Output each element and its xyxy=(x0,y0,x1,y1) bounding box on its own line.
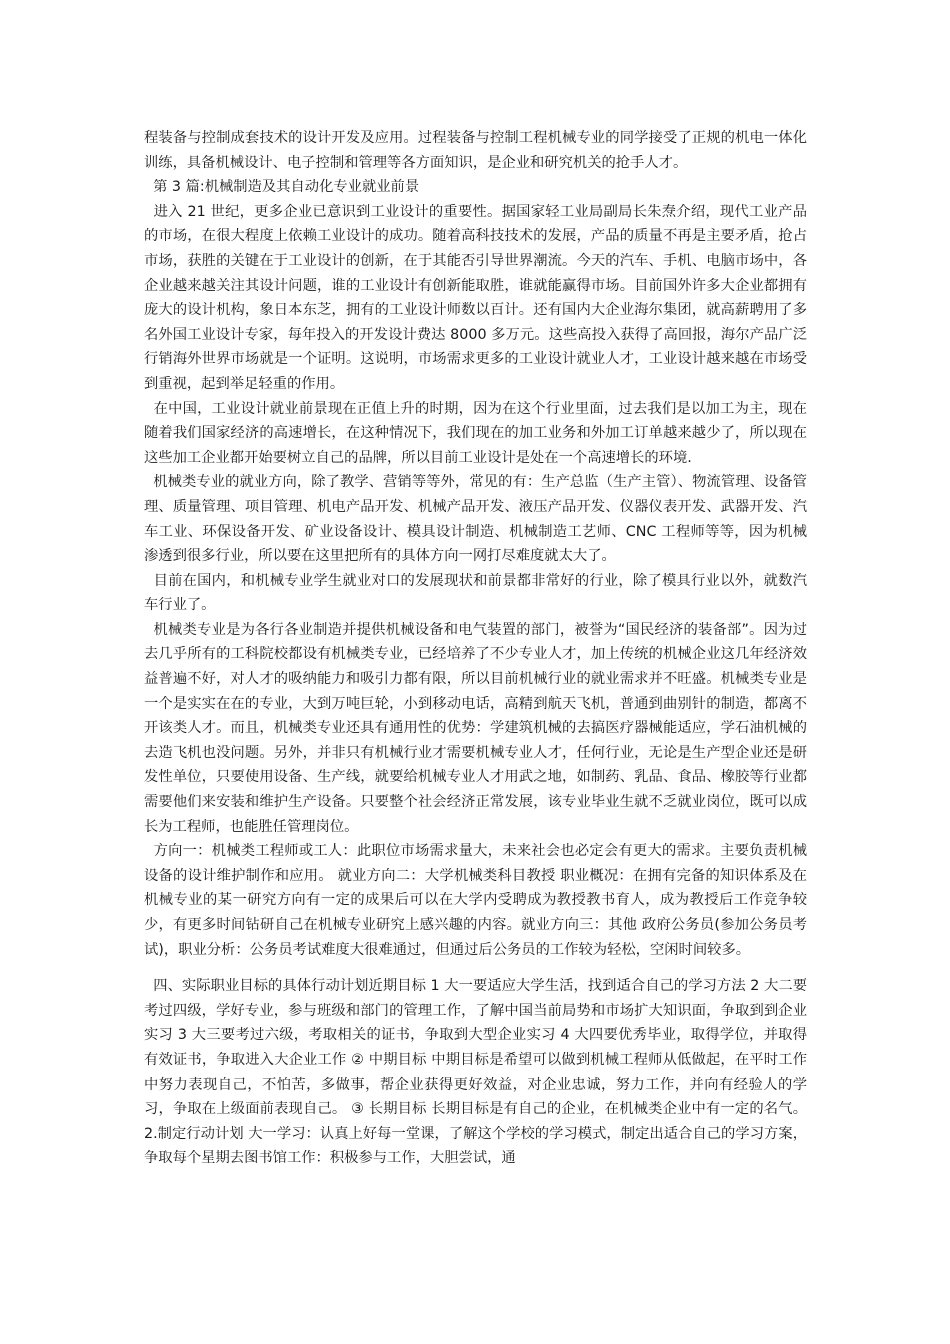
paragraph-action-plan: 四、实际职业目标的具体行动计划近期目标 1 大一要适应大学生活，找到适合自己的学习方法 2 大二要考过四级，学好专业，参与班级和部门的管理工作，了解中国当前局势和市场扩大知识面，争取到到企业实习 3 大三要考过六级，考取相关的证书，争取到大型企业实习 4 大四要优秀毕业，取得学位，并取得有效证书，争取进入大企业工作 ② 中期目标 中期目标是希望可以做到机械工程师从低做起，在平时工作中努力表现自己，不怕苦，多做事，帮企业获得更好效益，对企业忠诚，努力工作，并向有经验人的学习，争取在上级面前表现自己。 ③ 长期目标 长期目标是有自己的企业，在机械类企业中有一定的名气。2.制定行动计划 大一学习：认真上好每一堂课，了解这个学校的学习模式，制定出适合自己的学习方案，争取每个星期去图书馆工作：积极参与工作，大胆尝试，通 xyxy=(144,978,808,1167)
paragraph-industrial-design-china: 在中国，工业设计就业前景现在正值上升的时期，因为在这个行业里面，过去我们是以加工为主，现在随着我们国家经济的高速增长，在这种情况下，我们现在的加工业务和外加工订单越来越少了，所以现在这些加工企业都开始要树立自己的品牌，所以目前工业设计是处在一个高速增长的环境. xyxy=(144,400,808,466)
paragraph-employment-options: 方向一：机械类工程师或工人：此职位市场需求量大，未来社会也必定会有更大的需求。主要负责机械设备的设计维护制作和应用。 就业方向二：大学机械类科目教授 职业概况：在拥有完备的知识体系及在机械专业的某一研究方向有一定的成果后可以在大学内受聘成为教授教书育人，成为教授后工作竞争较少，有更多时间钻研自己在机械专业研究上感兴趣的内容。就业方向三：其他 政府公务员(参加公务员考试)，职业分析：公务员考试难度大很难通过，但通过后公务员的工作较为轻松，空闲时间较多。 xyxy=(144,843,808,958)
document-body xyxy=(144,126,807,1171)
paragraph-career-directions: 机械类专业的就业方向，除了教学、营销等等外，常见的有：生产总监（生产主管）、物流管理、设备管理、质量管理、项目管理、机电产品开发、机械产品开发、液压产品开发、仪器仪表开发、武器开发、汽车工业、环保设备开发、矿业设备设计、模具设计制造、机械制造工艺师、CNC 工程师等等，因为机械渗透到很多行业，所以要在这里把所有的具体方向一网打尽难度就太大了。 xyxy=(144,474,807,565)
paragraph-mechanical-major: 机械类专业是为各行各业制造并提供机械设备和电气装置的部门，被誉为“国民经济的装备部”。因为过去几乎所有的工科院校都设有机械类专业，已经培养了不少专业人才，加上传统的机械企业这几年经济效益普遍不好，对人才的吸纳能力和吸引力都有限，所以目前机械行业的就业需求并不旺盛。机械类专业是一个是实实在在的专业，大到万吨巨轮，小到移动电话，高精到航天飞机，普通到曲别针的制造，都离不开该类人才。而且，机械类专业还具有通用性的优势：学建筑机械的去搞医疗器械能适应，学石油机械的去造飞机也没问题。另外，并非只有机械行业才需要机械专业人才，任何行业，无论是生产型企业还是研发性单位，只要使用设备、生产线，就要给机械专业人才用武之地，如制药、乳品、食品、橡胶等行业都需要他们来安装和维护生产设备。只要整个社会经济正常发展，该专业毕业生就不乏就业岗位，既可以成长为工程师，也能胜任管理岗位。 xyxy=(144,621,808,835)
paragraph-process-equipment: 程装备与控制成套技术的设计开发及应用。过程装备与控制工程机械专业的同学接受了正规的机电一体化训练，具备机械设计、电子控制和管理等各方面知识，是企业和研究机关的抢手人才。 xyxy=(144,130,807,171)
section-heading-chapter-3: 第 3 篇:机械制造及其自动化专业就业前景 xyxy=(144,179,420,196)
paragraph-domestic-prospects: 目前在国内，和机械专业学生就业对口的发展现状和前景都非常好的行业，除了模具行业以外，就数汽车行业了。 xyxy=(144,572,808,614)
paragraph-industrial-design-importance: 进入 21 世纪，更多企业已意识到工业设计的重要性。据国家轻工业局副局长朱焘介绍，现代工业产品的市场，在很大程度上依赖工业设计的成功。随着高科技技术的发展，产品的质量不再是主要矛盾，抢占市场，获胜的关键在于工业设计的创新，在于其能否引导世界潮流。今天的汽车、手机、电脑市场中，各企业越来越关注其设计问题，谁的工业设计有创新能取胜，谁就能赢得市场。目前国外许多大企业都拥有庞大的设计机构，象日本东芝，拥有的工业设计师数以百计。还有国内大企业海尔集团，就高薪聘用了多名外国工业设计专家，每年投入的开发设计费达 8000 多万元。这些高投入获得了高回报，海尔产品广泛行销海外世界市场就是一个证明。这说明，市场需求更多的工业设计就业人才，工业设计越来越在市场受到重视，起到举足轻重的作用。 xyxy=(144,203,807,392)
